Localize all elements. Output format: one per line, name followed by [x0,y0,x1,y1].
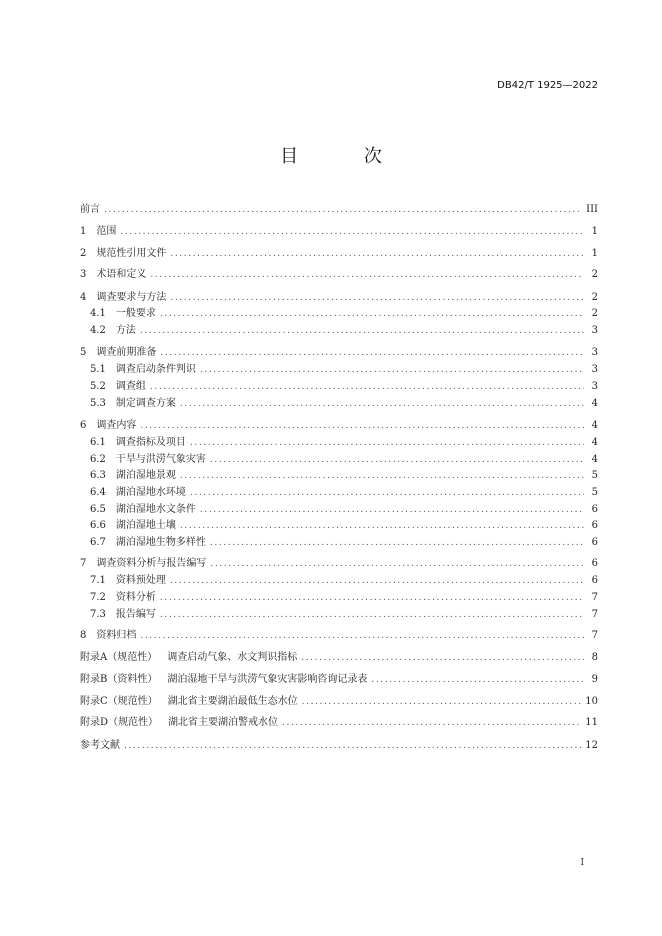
dot-leader [124,738,581,754]
section-number: 1 [80,226,87,237]
toc-entry[interactable] [90,607,598,623]
toc-entry[interactable] [80,628,598,644]
toc-page-number: 3 [591,364,598,375]
toc-page-number: 4 [591,454,598,465]
toc-entry[interactable] [80,672,598,688]
toc-page-number: 3 [591,381,598,392]
appendix-label: 附录B（资料性） [80,674,158,685]
toc-entry[interactable] [80,715,598,731]
toc-page-number: 4 [591,398,598,409]
toc-page-number: 2 [591,269,598,280]
section-number: 6.7 [90,537,106,548]
toc-entry[interactable] [90,452,598,468]
toc-entry[interactable] [80,267,598,283]
toc-entry-title: 术语和定义 [96,269,147,280]
toc-entry-title: 资料预处理 [115,575,166,586]
section-number: 6.3 [90,470,106,481]
toc-entry-title: 调查资料分析与报告编写 [96,558,207,569]
section-number: 7 [80,558,87,569]
section-number: 4.2 [90,325,106,336]
dot-leader [302,694,582,710]
toc-page-number: 8 [591,652,598,663]
toc-entry-title: 湖泊湿地土壤 [115,520,176,531]
section-number: 7.3 [90,609,106,620]
section-number: 3 [80,269,87,280]
dot-leader [140,418,584,434]
toc-page-number: 11 [585,717,598,728]
footer-page-number: I [580,858,584,868]
toc-entry-title: 调查启动条件判识 [115,364,196,375]
dot-leader [150,267,584,283]
dot-leader [210,556,584,572]
dot-leader [170,290,584,306]
dot-leader [190,435,584,451]
toc-page-number: 6 [591,575,598,586]
section-number: 4 [80,292,87,303]
dot-leader [120,224,584,240]
toc-entry-title: 调查启动气象、水文判识指标 [167,652,298,663]
toc-entry[interactable] [80,246,598,262]
toc-entry[interactable] [90,435,598,451]
dot-leader [301,650,584,666]
toc-entry-title: 制定调查方案 [115,398,176,409]
toc-entry-title: 湖泊湿地生物多样性 [115,537,206,548]
toc-page-number: 6 [591,520,598,531]
section-number: 6 [80,420,87,431]
appendix-label: 附录A（规范性） [80,652,158,663]
toc-entry[interactable] [90,518,598,534]
toc-entry[interactable] [90,362,598,378]
appendix-label: 附录C（规范性） [80,696,158,707]
toc-page-number: 4 [591,437,598,448]
toc-entry-title: 调查前期准备 [96,347,157,358]
toc-page-number: III [586,204,598,215]
toc-entry[interactable] [90,573,598,589]
dot-leader [160,590,584,606]
toc-entry-title: 报告编写 [115,609,156,620]
toc-entry[interactable] [90,502,598,518]
toc-entry-title: 调查组 [115,381,146,392]
toc-page-number: 7 [591,609,598,620]
toc-entry-title: 湖泊湿地干旱与洪涝气象灾害影响咨询记录表 [167,674,368,685]
toc-page-number: 3 [591,347,598,358]
section-number: 8 [80,630,87,641]
section-number: 5.1 [90,364,106,375]
toc-entry-title: 调查要求与方法 [96,292,167,303]
toc-page-number: 10 [585,696,598,707]
toc-entry-title: 一般要求 [115,308,156,319]
toc-entry-title: 参考文献 [80,740,120,751]
toc-page-number: 1 [591,226,598,237]
section-number: 2 [80,248,87,259]
section-number: 5 [80,347,87,358]
toc-page-number: 6 [591,537,598,548]
toc-entry-title: 方法 [115,325,136,336]
toc-entry[interactable] [90,379,598,395]
toc-entry[interactable] [90,590,598,606]
section-number: 6.4 [90,487,106,498]
toc-entry[interactable] [90,323,598,339]
toc-entry[interactable] [90,306,598,322]
dot-leader [170,573,584,589]
section-number: 7.1 [90,575,106,586]
section-number: 5.2 [90,381,106,392]
toc-page-number: 12 [585,740,598,751]
toc-page-number: 7 [591,630,598,641]
section-number: 4.1 [90,308,106,319]
dot-leader [140,323,584,339]
toc-page-number: 3 [591,325,598,336]
toc-entry[interactable] [90,396,598,412]
toc-entry-title: 干旱与洪涝气象灾害 [115,454,206,465]
dot-leader [160,607,584,623]
toc-entry-title: 资料归档 [96,630,137,641]
toc-page-number: 4 [591,420,598,431]
toc-entry[interactable] [80,694,598,710]
section-number: 6.6 [90,520,106,531]
dot-leader [140,628,584,644]
dot-leader [190,485,584,501]
dot-leader [200,502,584,518]
toc-entry[interactable] [80,556,598,572]
section-number: 7.2 [90,592,106,603]
toc-entry-title: 湖北省主要湖泊警戒水位 [168,717,279,728]
toc-entry[interactable] [80,345,598,361]
toc-entry-title: 调查指标及项目 [115,437,186,448]
toc-entry-title: 资料分析 [115,592,156,603]
toc-entry[interactable] [90,485,598,501]
section-number: 6.2 [90,454,106,465]
toc-entry-title: 规范性引用文件 [96,248,167,259]
toc-entry[interactable] [80,202,598,218]
toc-page-number: 1 [591,248,598,259]
section-number: 5.3 [90,398,106,409]
toc-page-number: 6 [591,504,598,515]
section-number: 6.5 [90,504,106,515]
toc-entry-title: 湖北省主要湖泊最低生态水位 [167,696,298,707]
toc-page-number: 2 [591,308,598,319]
toc-entry-title: 前言 [80,204,100,215]
dot-leader [282,715,581,731]
toc-entry[interactable] [90,468,598,484]
dot-leader [160,306,584,322]
dot-leader [371,672,584,688]
toc-page-number: 5 [591,487,598,498]
toc-page-number: 2 [591,292,598,303]
toc-entry[interactable] [80,738,598,754]
toc-page-number: 6 [591,558,598,569]
page-title: 目 次 [280,146,412,167]
dot-leader [210,452,584,468]
toc-entry-title: 范围 [96,226,117,237]
dot-leader [160,345,584,361]
toc-page-number: 7 [591,592,598,603]
dot-leader [210,535,584,551]
toc-page-number: 5 [591,470,598,481]
dot-leader [170,246,584,262]
dot-leader [104,202,582,218]
dot-leader [180,518,584,534]
toc-page-number: 9 [591,674,598,685]
section-number: 6.1 [90,437,106,448]
document-number: DB42/T 1925—2022 [497,80,598,91]
dot-leader [200,362,584,378]
toc-entry[interactable] [80,290,598,306]
dot-leader [180,468,584,484]
toc-entry[interactable] [80,224,598,240]
toc-entry[interactable] [80,650,598,666]
toc-entry-title: 调查内容 [96,420,137,431]
toc-entry[interactable] [90,535,598,551]
toc-entry-title: 湖泊湿地景观 [115,470,176,481]
dot-leader [150,379,584,395]
toc-entry[interactable] [80,418,598,434]
toc-entry-title: 湖泊湿地水环境 [115,487,186,498]
toc-entry-title: 湖泊湿地水文条件 [115,504,196,515]
dot-leader [180,396,584,412]
appendix-label: 附录D（规范性） [80,717,159,728]
